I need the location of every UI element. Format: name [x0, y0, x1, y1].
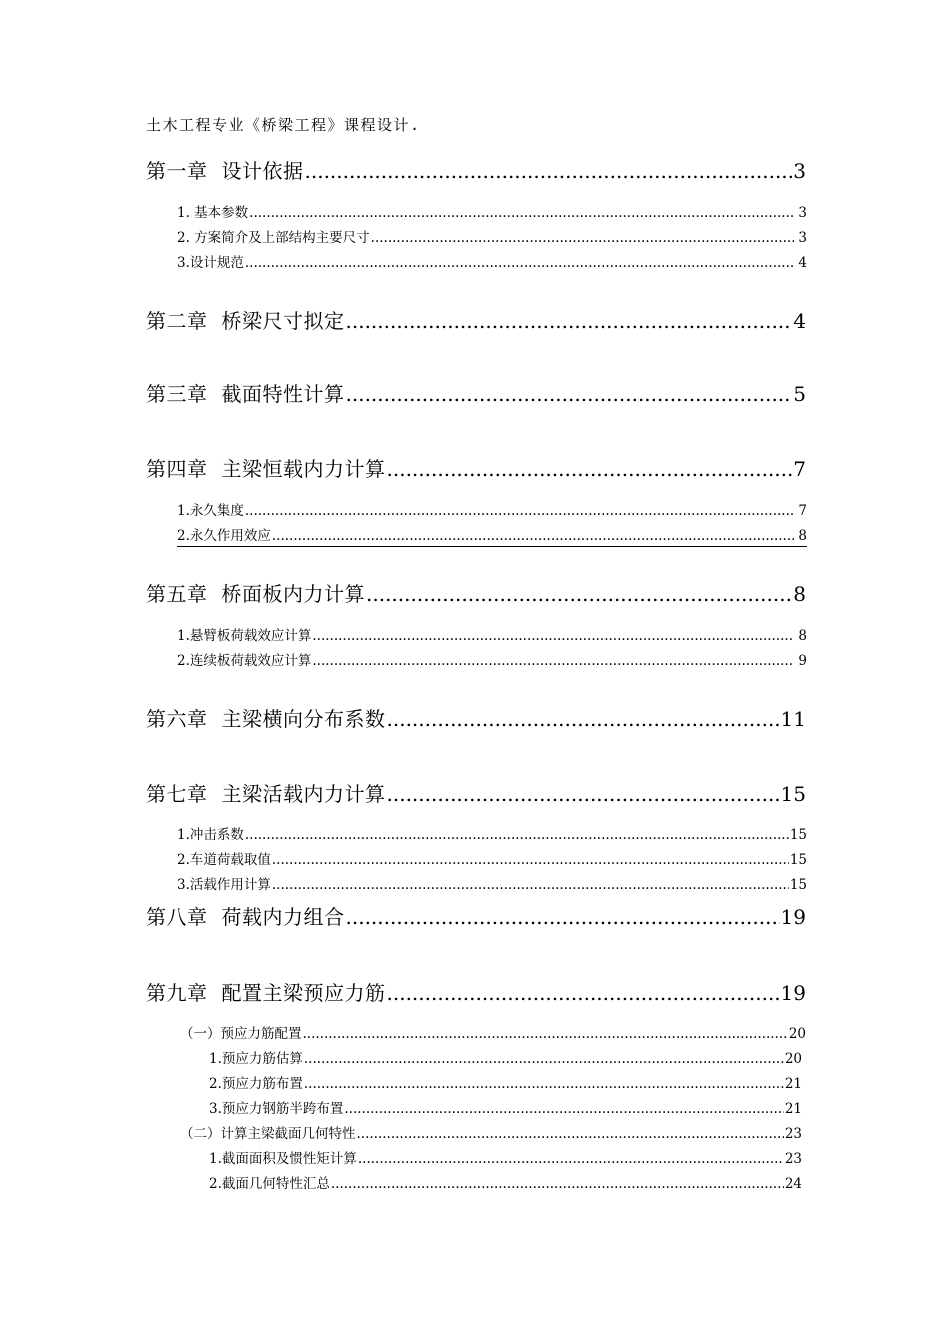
dot-leader — [304, 1049, 784, 1069]
dot-leader — [312, 626, 794, 646]
page-number: 21 — [784, 1076, 802, 1092]
chapter-title: 设计依据 — [221, 159, 304, 183]
toc-item[interactable] — [209, 1174, 802, 1194]
page-number: 19 — [780, 905, 806, 929]
page-number: 3 — [798, 205, 807, 221]
page-number: 23 — [784, 1126, 802, 1142]
chapter-number: 第七章 — [146, 782, 208, 806]
toc-item-label: 1.冲击系数 — [177, 827, 244, 843]
toc-item[interactable] — [177, 875, 807, 895]
toc-section-label: （二）计算主梁截面几何特性 — [180, 1126, 356, 1142]
page-number: 5 — [793, 382, 806, 406]
chapter-number: 第二章 — [146, 309, 208, 333]
toc-item[interactable] — [177, 626, 807, 646]
dot-leader — [331, 1174, 784, 1194]
chapter-number: 第四章 — [146, 457, 208, 481]
chapter-title: 桥梁尺寸拟定 — [221, 309, 345, 333]
toc-item[interactable] — [209, 1074, 802, 1094]
dot-leader — [245, 501, 794, 521]
page-number: 7 — [793, 457, 806, 481]
dot-leader — [245, 253, 794, 273]
page-number: 15 — [789, 877, 807, 893]
toc-item-label: 3.活载作用计算 — [177, 877, 271, 893]
page-number: 7 — [798, 503, 807, 519]
chapter-number: 第一章 — [146, 159, 208, 183]
dot-leader — [387, 780, 780, 808]
dot-leader — [346, 903, 780, 931]
chapter-number: 第五章 — [146, 582, 208, 606]
toc-item-label: 1.永久集度 — [177, 503, 244, 519]
chapter-heading — [146, 455, 386, 483]
chapter-title: 主梁活载内力计算 — [221, 782, 386, 806]
dot-leader — [387, 455, 793, 483]
dot-leader — [245, 825, 789, 845]
toc-section-label: （一）预应力筋配置 — [180, 1026, 302, 1042]
page-number: 20 — [784, 1051, 802, 1067]
chapter-number: 第三章 — [146, 382, 208, 406]
toc-chapter-9[interactable] — [146, 979, 806, 1007]
dot-leader — [346, 307, 793, 335]
chapter-title: 荷载内力组合 — [221, 905, 345, 929]
dot-leader — [344, 1099, 783, 1119]
toc-section[interactable] — [180, 1124, 802, 1144]
chapter-heading — [146, 705, 386, 733]
page-number: 11 — [780, 707, 806, 731]
toc-item-label: 2.永久作用效应 — [177, 528, 271, 544]
toc-item[interactable] — [209, 1149, 802, 1169]
document-title: 土木工程专业《桥梁工程》课程设计. — [146, 116, 421, 134]
dot-leader — [272, 850, 789, 870]
chapter-heading — [146, 157, 304, 185]
toc-item-label: 2.预应力筋布置 — [209, 1076, 303, 1092]
toc-section[interactable] — [180, 1024, 806, 1044]
toc-item-label: 3.设计规范 — [177, 255, 244, 271]
toc-item[interactable] — [177, 253, 807, 273]
page-number: 15 — [789, 852, 807, 868]
chapter-title: 主梁横向分布系数 — [221, 707, 386, 731]
toc-item-label: 1. 基本参数 — [177, 205, 249, 221]
dot-leader — [272, 875, 789, 895]
page-number: 24 — [784, 1176, 802, 1192]
page-number: 8 — [798, 528, 807, 544]
page-number: 3 — [793, 159, 806, 183]
toc-chapter-1[interactable] — [146, 157, 806, 185]
chapter-number: 第六章 — [146, 707, 208, 731]
toc-item[interactable] — [177, 850, 807, 870]
dot-leader — [305, 157, 793, 185]
toc-item-label: 2. 方案简介及上部结构主要尺寸 — [177, 230, 370, 246]
toc-item[interactable] — [177, 228, 807, 248]
toc-item[interactable] — [177, 501, 807, 521]
toc-chapter-8[interactable] — [146, 903, 806, 931]
page-number: 19 — [780, 981, 806, 1005]
toc-item-label: 1.截面面积及惯性矩计算 — [209, 1151, 357, 1167]
dot-leader — [366, 580, 792, 608]
chapter-heading — [146, 380, 345, 408]
toc-item-label: 3.预应力钢筋半跨布置 — [209, 1101, 344, 1117]
page-number: 21 — [784, 1101, 802, 1117]
toc-item[interactable] — [177, 825, 807, 845]
page-number: 20 — [788, 1026, 806, 1042]
chapter-title: 配置主梁预应力筋 — [221, 981, 386, 1005]
page-number: 8 — [793, 582, 806, 606]
page-number: 9 — [798, 653, 807, 669]
page-number: 23 — [784, 1151, 802, 1167]
chapter-number: 第九章 — [146, 981, 208, 1005]
dot-leader — [387, 979, 780, 1007]
page-number: 4 — [793, 309, 806, 333]
dot-leader — [304, 1074, 784, 1094]
toc-item-label: 1.预应力筋估算 — [209, 1051, 303, 1067]
chapter-number: 第八章 — [146, 905, 208, 929]
toc-chapter-4[interactable] — [146, 455, 806, 483]
toc-chapter-5[interactable] — [146, 580, 806, 608]
toc-chapter-3[interactable] — [146, 380, 806, 408]
toc-chapter-2[interactable] — [146, 307, 806, 335]
toc-item[interactable] — [209, 1099, 802, 1119]
chapter-title: 主梁恒载内力计算 — [221, 457, 386, 481]
page-number: 8 — [798, 628, 807, 644]
dot-leader — [312, 651, 794, 671]
chapter-heading — [146, 979, 386, 1007]
page-number: 4 — [798, 255, 807, 271]
toc-item[interactable] — [177, 651, 807, 671]
page-number: 15 — [780, 782, 806, 806]
toc-item-label: 1.悬臂板荷载效应计算 — [177, 628, 312, 644]
chapter-heading — [146, 903, 345, 931]
chapter-heading — [146, 580, 365, 608]
toc-item-label: 2.连续板荷载效应计算 — [177, 653, 312, 669]
dot-leader — [303, 1024, 788, 1044]
page-number: 15 — [789, 827, 807, 843]
dot-leader — [371, 228, 794, 248]
dot-leader — [357, 1124, 784, 1144]
toc-item[interactable] — [177, 203, 807, 223]
page-number: 3 — [798, 230, 807, 246]
toc-item-label: 2.车道荷载取值 — [177, 852, 271, 868]
dot-leader — [249, 203, 794, 223]
toc-item-label: 2.截面几何特性汇总 — [209, 1176, 330, 1192]
dot-leader — [358, 1149, 784, 1169]
toc-chapter-6[interactable] — [146, 705, 806, 733]
toc-item[interactable] — [209, 1049, 802, 1069]
toc-item[interactable] — [177, 526, 807, 547]
dot-leader — [346, 380, 793, 408]
chapter-heading — [146, 307, 345, 335]
chapter-title: 桥面板内力计算 — [221, 582, 365, 606]
toc-chapter-7[interactable] — [146, 780, 806, 808]
chapter-heading — [146, 780, 386, 808]
dot-leader — [272, 526, 794, 546]
chapter-title: 截面特性计算 — [221, 382, 345, 406]
dot-leader — [387, 705, 780, 733]
